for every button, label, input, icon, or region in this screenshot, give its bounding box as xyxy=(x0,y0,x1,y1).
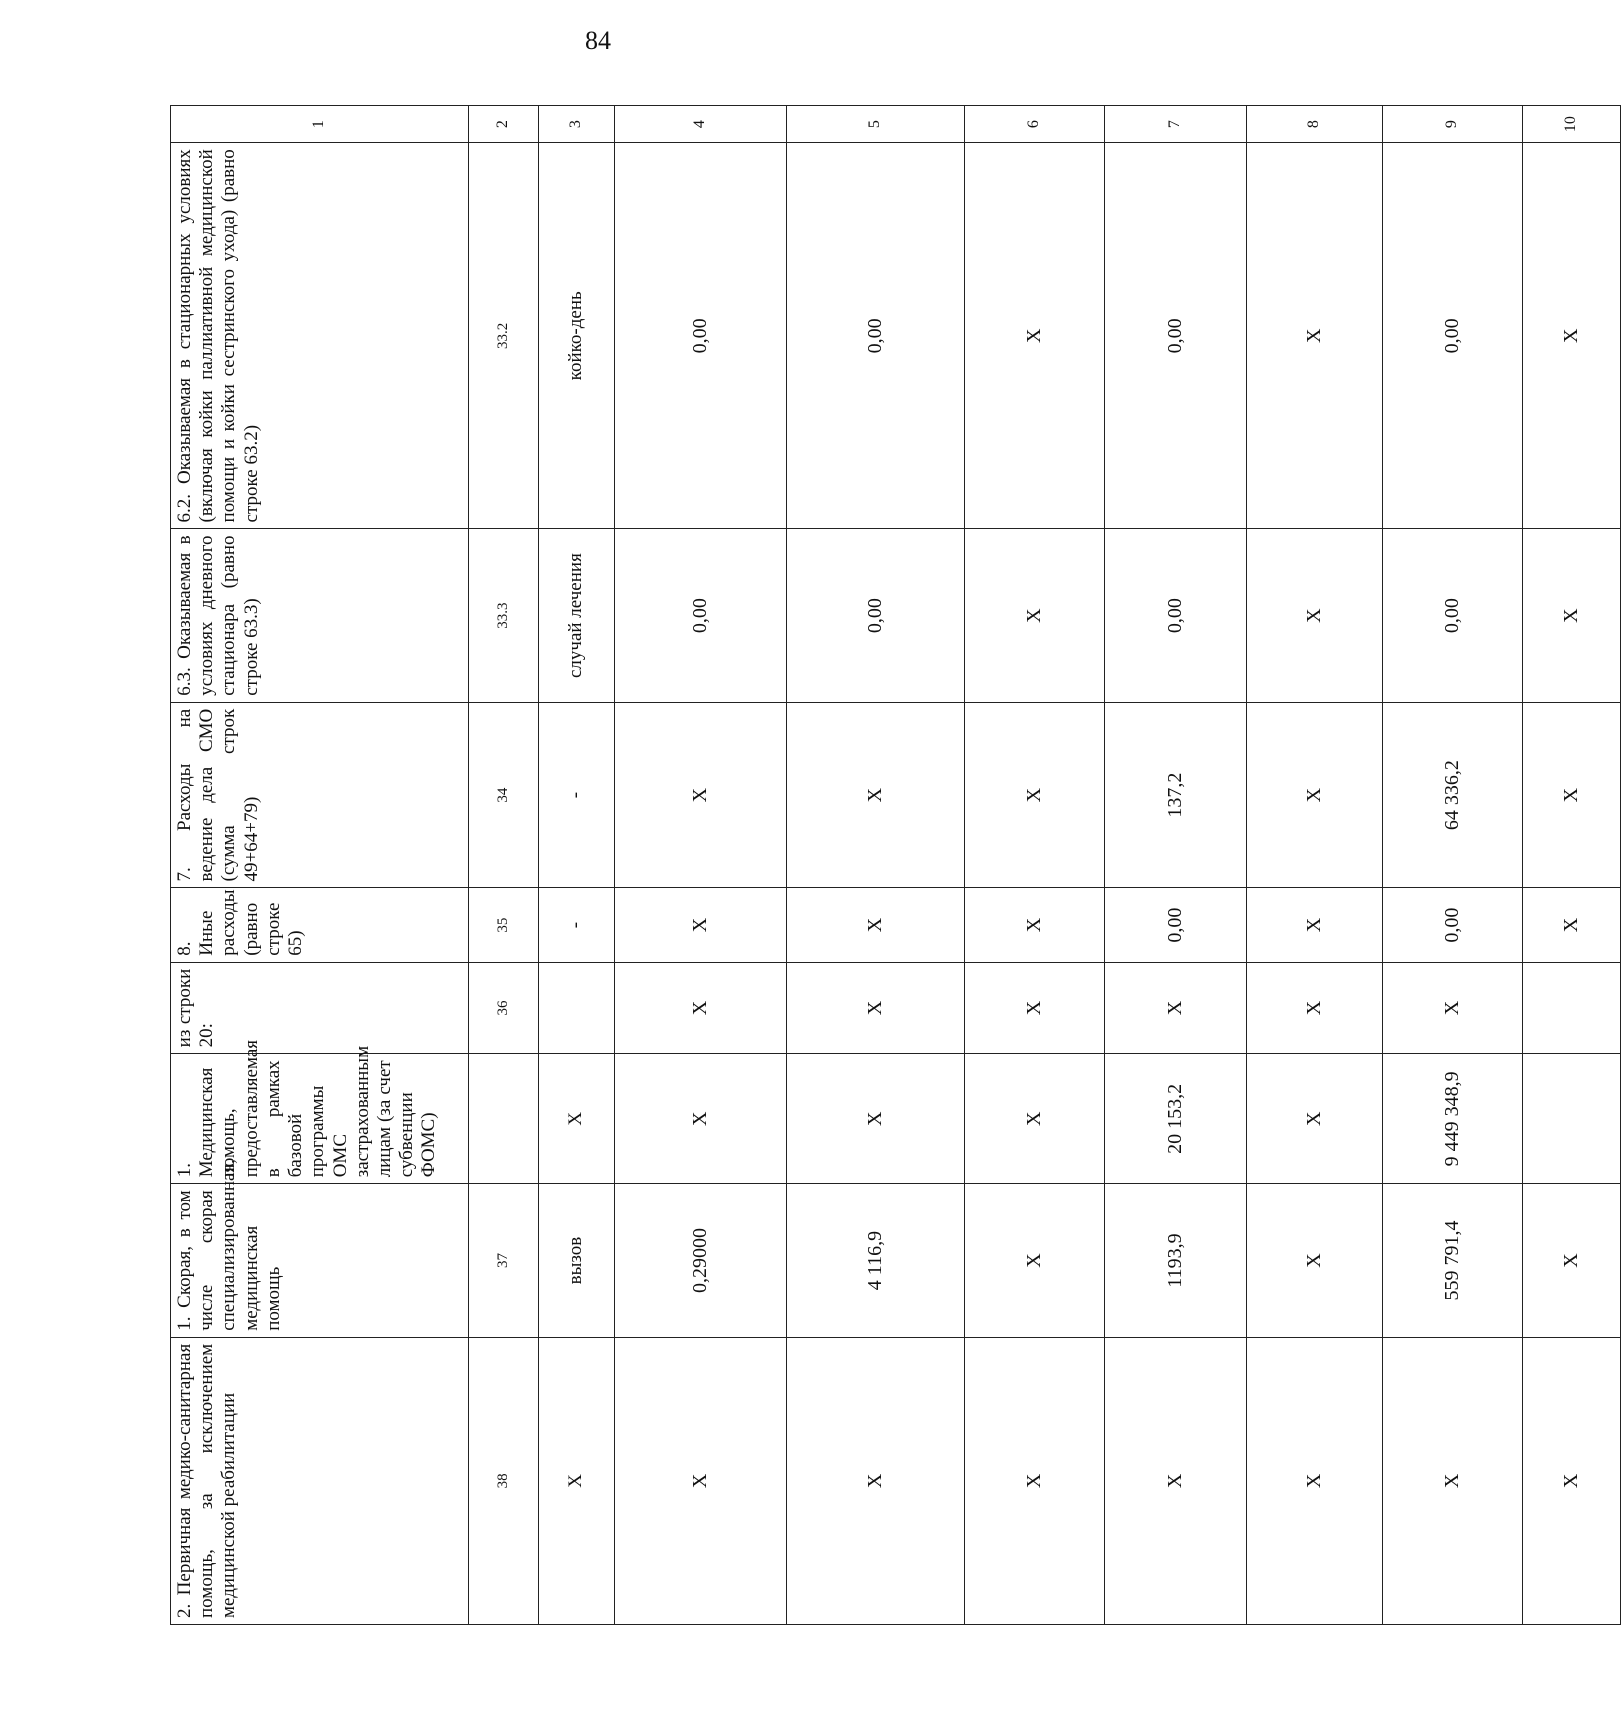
cell-c7-row-3: 137,2 xyxy=(1105,702,1247,888)
cell-unit-row-2: случай лечения xyxy=(539,529,615,702)
cell-c5-row-3: X xyxy=(787,702,965,888)
cell-c9-row-6: 9 449 348,9 xyxy=(1383,1054,1523,1184)
cell-c9-row-5: X xyxy=(1383,962,1523,1054)
cell-c6-row-2: X xyxy=(965,529,1105,702)
column-number-8: 8 xyxy=(1247,106,1383,143)
cell-c10-row-1: X xyxy=(1523,143,1621,529)
cell-unit-row-8: X xyxy=(539,1337,615,1624)
cell-c5-row-2: 0,00 xyxy=(787,529,965,702)
cell-c4-row-4: X xyxy=(615,888,787,962)
cell-c10-row-3: X xyxy=(1523,702,1621,888)
cell-c9-row-2: 0,00 xyxy=(1383,529,1523,702)
page-number: 84 xyxy=(585,26,611,55)
printed-column-9 xyxy=(1383,106,1523,1625)
cell-name-row-3: 7. Расходы на ведение дела СМО (сумма строк 49+64+79) xyxy=(171,702,469,888)
cell-name-row-5: из строки 20: xyxy=(171,962,469,1054)
cell-c9-row-3: 64 336,2 xyxy=(1383,702,1523,888)
cell-c9-row-7: 559 791,4 xyxy=(1383,1184,1523,1338)
column-number-6: 6 xyxy=(965,106,1105,143)
column-number-4: 4 xyxy=(615,106,787,143)
printed-column-2 xyxy=(469,106,539,1625)
cell-c9-row-8: X xyxy=(1383,1337,1523,1624)
cell-unit-row-4: - xyxy=(539,888,615,962)
cell-c7-row-4: 0,00 xyxy=(1105,888,1247,962)
cell-c6-row-4: X xyxy=(965,888,1105,962)
cell-c6-row-8: X xyxy=(965,1337,1105,1624)
cell-code-row-4: 35 xyxy=(469,888,539,962)
column-number-7: 7 xyxy=(1105,106,1247,143)
cell-unit-row-1: койко-день xyxy=(539,143,615,529)
cell-code-row-6 xyxy=(469,1054,539,1184)
cell-code-row-5: 36 xyxy=(469,962,539,1054)
cell-name-row-4: 8. Иные расходы (равно строке 65) xyxy=(171,888,469,962)
cell-c5-row-8: X xyxy=(787,1337,965,1624)
cell-c10-row-4: X xyxy=(1523,888,1621,962)
cell-code-row-3: 34 xyxy=(469,702,539,888)
cell-c6-row-6: X xyxy=(965,1054,1105,1184)
cell-c5-row-5: X xyxy=(787,962,965,1054)
cell-code-row-2: 33.3 xyxy=(469,529,539,702)
cell-c8-row-4: X xyxy=(1247,888,1383,962)
printed-column-5 xyxy=(787,106,965,1625)
printed-column-3 xyxy=(539,106,615,1625)
cell-name-row-8: 2. Первичная медико-санитарная помощь, за исключением медицинской реабилитации xyxy=(171,1337,469,1624)
cell-c7-row-7: 1193,9 xyxy=(1105,1184,1247,1338)
cell-c4-row-2: 0,00 xyxy=(615,529,787,702)
cell-c6-row-7: X xyxy=(965,1184,1105,1338)
cell-c10-row-2: X xyxy=(1523,529,1621,702)
cell-c8-row-2: X xyxy=(1247,529,1383,702)
cell-c7-row-5: X xyxy=(1105,962,1247,1054)
table-body xyxy=(171,106,1621,1625)
cell-c9-row-1: 0,00 xyxy=(1383,143,1523,529)
cell-c7-row-2: 0,00 xyxy=(1105,529,1247,702)
cell-name-row-2: 6.3. Оказываемая в условиях дневного стационара (равно строке 63.3) xyxy=(171,529,469,702)
cell-unit-row-7: вызов xyxy=(539,1184,615,1338)
cell-c8-row-3: X xyxy=(1247,702,1383,888)
cell-c10-row-5 xyxy=(1523,962,1621,1054)
column-number-1: 1 xyxy=(171,106,469,143)
column-number-2: 2 xyxy=(469,106,539,143)
printed-column-10 xyxy=(1523,106,1621,1625)
column-number-10: 10 xyxy=(1523,106,1621,143)
printed-column-4 xyxy=(615,106,787,1625)
printed-column-7 xyxy=(1105,106,1247,1625)
cell-name-row-6: 1. Медицинская помощь, предоставляемая в рамках базовой программы ОМС застрахованным лицам (за счет субвенции ФОМС) xyxy=(171,1054,469,1184)
column-number-9: 9 xyxy=(1383,106,1523,143)
cell-c7-row-8: X xyxy=(1105,1337,1247,1624)
rotated-table-container xyxy=(170,105,1582,1625)
data-table xyxy=(170,105,1621,1625)
cell-unit-row-5 xyxy=(539,962,615,1054)
cell-code-row-7: 37 xyxy=(469,1184,539,1338)
cell-c5-row-7: 4 116,9 xyxy=(787,1184,965,1338)
cell-c8-row-8: X xyxy=(1247,1337,1383,1624)
cell-c5-row-6: X xyxy=(787,1054,965,1184)
cell-c10-row-7: X xyxy=(1523,1184,1621,1338)
cell-c4-row-1: 0,00 xyxy=(615,143,787,529)
cell-c5-row-4: X xyxy=(787,888,965,962)
cell-unit-row-6: X xyxy=(539,1054,615,1184)
cell-c10-row-6 xyxy=(1523,1054,1621,1184)
column-number-5: 5 xyxy=(787,106,965,143)
cell-c4-row-3: X xyxy=(615,702,787,888)
cell-c6-row-5: X xyxy=(965,962,1105,1054)
cell-c6-row-1: X xyxy=(965,143,1105,529)
cell-c4-row-7: 0,29000 xyxy=(615,1184,787,1338)
cell-c7-row-6: 20 153,2 xyxy=(1105,1054,1247,1184)
cell-c10-row-8: X xyxy=(1523,1337,1621,1624)
cell-c7-row-1: 0,00 xyxy=(1105,143,1247,529)
cell-c8-row-1: X xyxy=(1247,143,1383,529)
cell-code-row-8: 38 xyxy=(469,1337,539,1624)
cell-c8-row-6: X xyxy=(1247,1054,1383,1184)
cell-c4-row-5: X xyxy=(615,962,787,1054)
cell-c6-row-3: X xyxy=(965,702,1105,888)
cell-unit-row-3: - xyxy=(539,702,615,888)
cell-c4-row-8: X xyxy=(615,1337,787,1624)
printed-column-8 xyxy=(1247,106,1383,1625)
cell-code-row-1: 33.2 xyxy=(469,143,539,529)
column-number-3: 3 xyxy=(539,106,615,143)
cell-c8-row-7: X xyxy=(1247,1184,1383,1338)
cell-c9-row-4: 0,00 xyxy=(1383,888,1523,962)
printed-column-1 xyxy=(171,106,469,1625)
cell-c8-row-5: X xyxy=(1247,962,1383,1054)
cell-name-row-7: 1. Скорая, в том числе скорая специализированная, медицинская помощь xyxy=(171,1184,469,1338)
cell-c4-row-6: X xyxy=(615,1054,787,1184)
cell-c5-row-1: 0,00 xyxy=(787,143,965,529)
cell-name-row-1: 6.2. Оказываемая в стационарных условиях (включая койки паллиативной медицинской помощи и койки сестринского ухода) (равно строке 63.2) xyxy=(171,143,469,529)
printed-column-6 xyxy=(965,106,1105,1625)
